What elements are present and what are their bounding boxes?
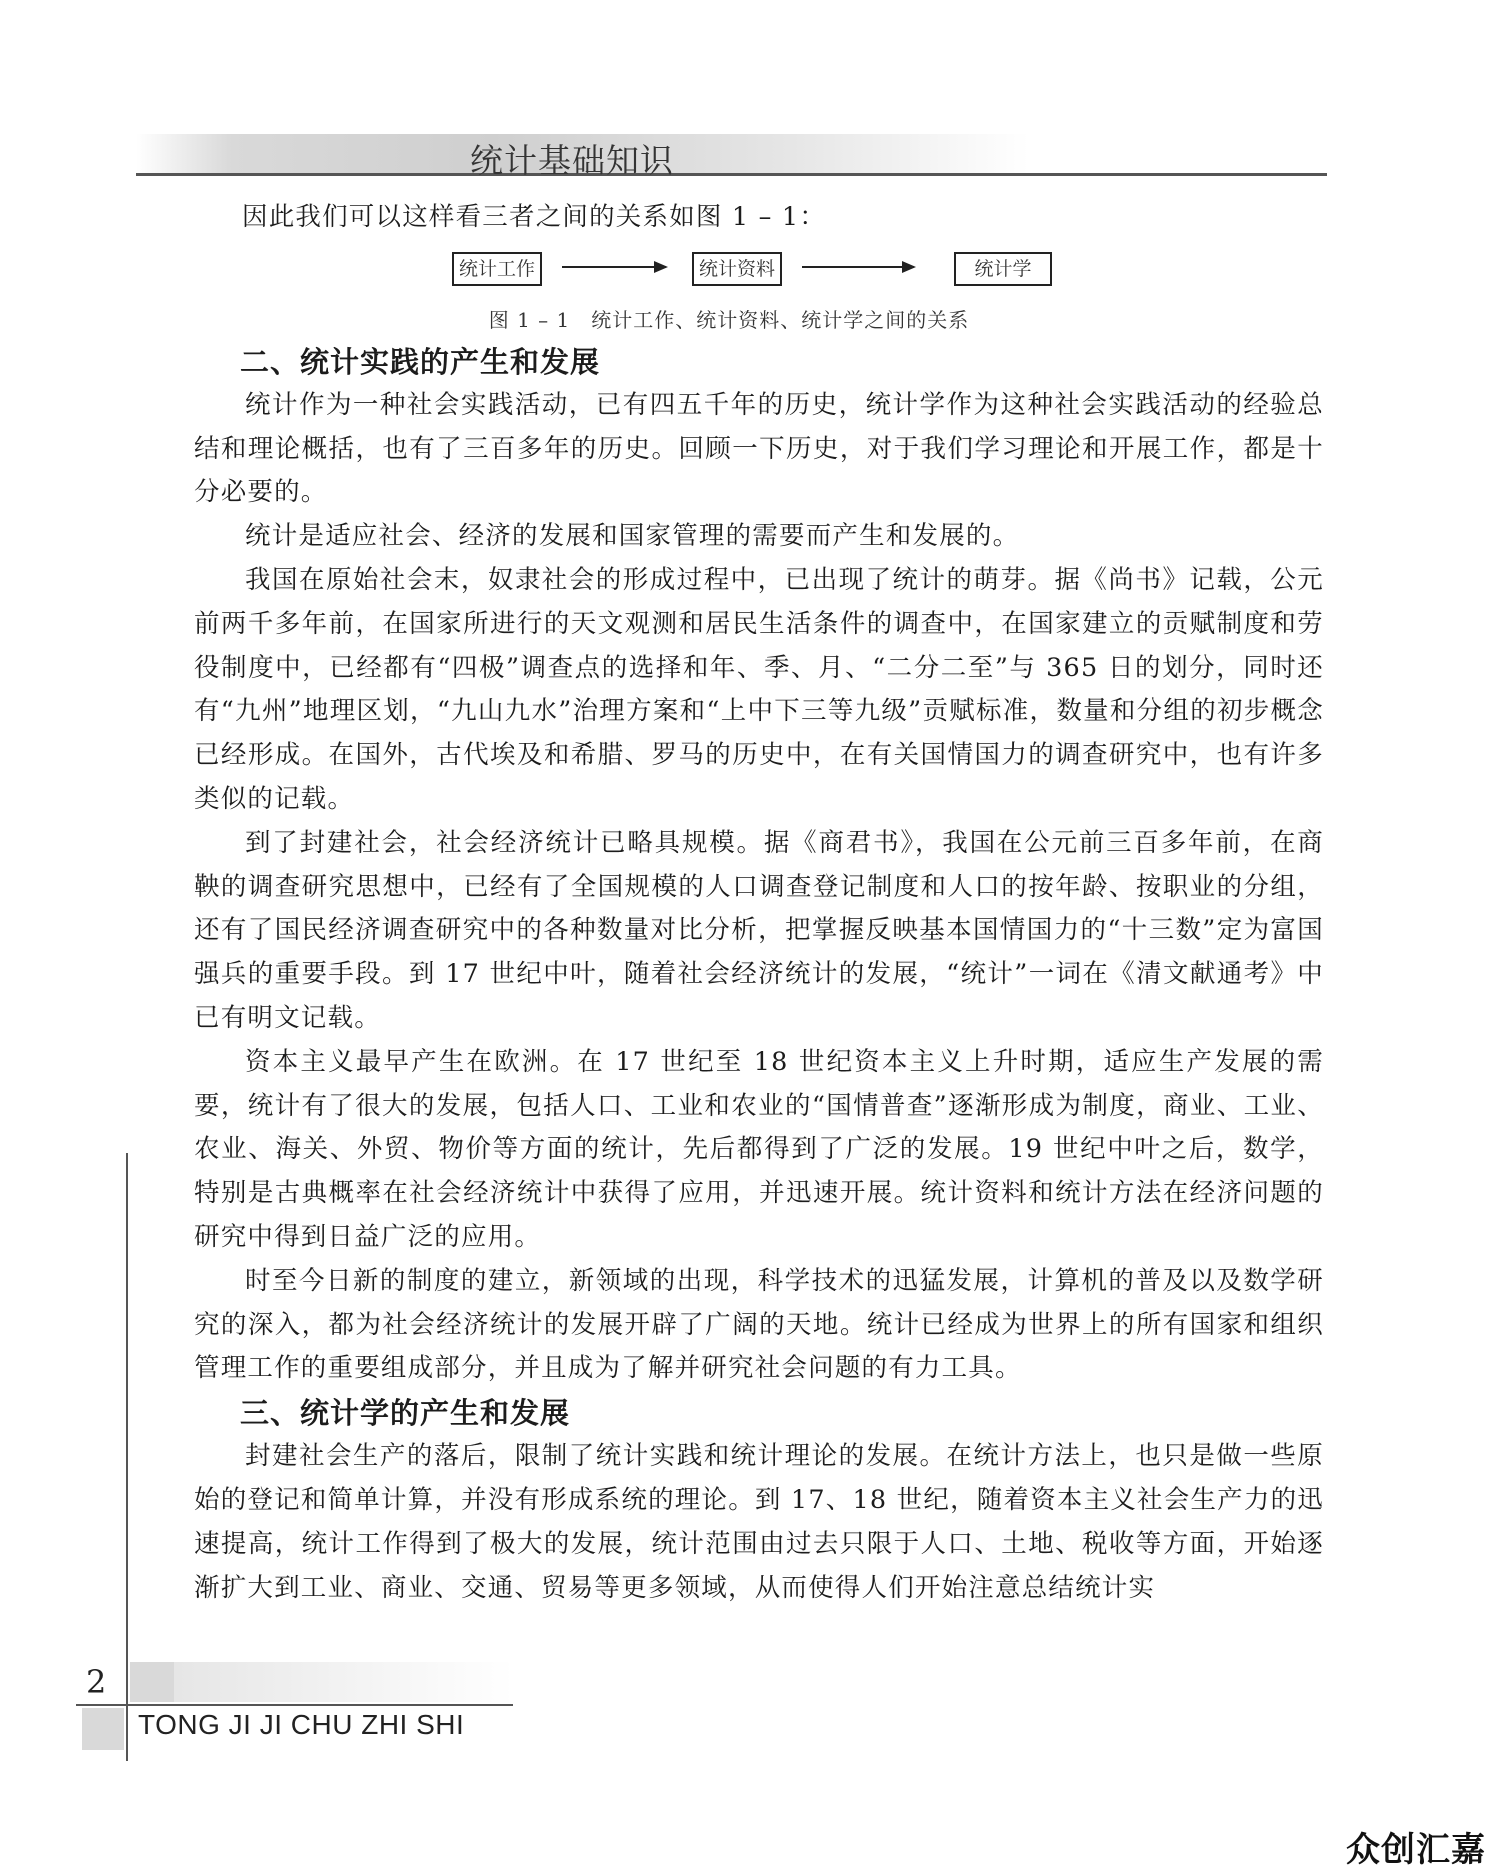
footer-decor-square: [82, 1708, 124, 1750]
arrow-icon: [802, 266, 914, 268]
paragraph: 封建社会生产的落后，限制了统计实践和统计理论的发展。在统计方法上，也只是做一些原始的登记和简单计算，并没有形成系统的理论。到 17、18 世纪，随着资本主义社会生产力的迅速提高，统计工作得到了极大的发展，统计范围由过去只限于人口、土地、税收等方面，开始逐渐扩大到工业、商业、交通、贸易等更多领域，从而使得人们开始注意总结统计实: [194, 1441, 1324, 1603]
arrow-icon: [562, 266, 666, 268]
diagram-box-statistical-work: 统计工作: [452, 252, 542, 286]
section-heading: 三、统计学的产生和发展: [240, 1396, 571, 1431]
page-number: 2: [86, 1663, 107, 1701]
body-text: [194, 196, 1324, 1610]
paragraph: 我国在原始社会末，奴隶社会的形成过程中，已出现了统计的萌芽。据《尚书》记载，公元前两千多年前，在国家所进行的天文观测和居民生活条件的调查中，在国家建立的贡赋制度和劳役制度中，已经都有“四极”调查点的选择和年、季、月、“二分二至”与 365 日的划分，同时还有“九州”地理区划，“九山九水”治理方案和“上中下三等九级”贡赋标准，数量和分组的初步概念已经形成。在国外，古代埃及和希腊、罗马的历史中，在有关国情国力的调查研究中，也有许多类似的记载。: [194, 564, 1324, 814]
header-bar: [136, 134, 1327, 174]
paragraph: 统计是适应社会、经济的发展和国家管理的需要而产生和发展的。: [245, 521, 1020, 552]
running-header-title: 统计基础知识: [470, 141, 674, 180]
relationship-diagram: [194, 246, 1324, 298]
diagram-box-statistical-data: 统计资料: [692, 252, 782, 286]
footer-decor-square: [130, 1662, 174, 1702]
margin-rule: [126, 1153, 128, 1761]
header-rule: [136, 173, 1327, 176]
intro-paragraph: 因此我们可以这样看三者之间的关系如图 1 – 1：: [242, 202, 827, 232]
paragraph: 统计作为一种社会实践活动，已有四五千年的历史，统计学作为这种社会实践活动的经验总结和理论概括，也有了三百多年的历史。回顾一下历史，对于我们学习理论和开展工作，都是十分必要的。: [194, 389, 1324, 508]
figure-caption: 图 1 – 1 统计工作、统计资料、统计学之间的关系: [488, 307, 970, 332]
section-heading: 二、统计实践的产生和发展: [240, 344, 601, 379]
paragraph: 资本主义最早产生在欧洲。在 17 世纪至 18 世纪资本主义上升时期，适应生产发展的需要，统计有了很大的发展，包括人口、工业和农业的“国情普查”逐渐形成为制度，商业、工业、农业、海关、外贸、物价等方面的统计，先后都得到了广泛的发展。19 世纪中叶之后，数学，特别是古典概率在社会经济统计中获得了应用，并迅速开展。统计资料和统计方法在经济问题的研究中得到日益广泛的应用。: [194, 1046, 1324, 1252]
paragraph: 到了封建社会，社会经济统计已略具规模。据《商君书》，我国在公元前三百多年前，在商鞅的调查研究思想中，已经有了全国规模的人口调查登记制度和人口的按年龄、按职业的分组，还有了国民经济调查研究中的各种数量对比分析，把掌握反映基本国情国力的“十三数”定为富国强兵的重要手段。到 17 世纪中叶，随着社会经济统计的发展，“统计”一词在《清文献通考》中已有明文记载。: [194, 827, 1324, 1033]
watermark: 众创汇嘉: [1346, 1830, 1486, 1870]
footer-decor-bar: [174, 1662, 514, 1702]
paragraph: 时至今日新的制度的建立，新领域的出现，科学技术的迅猛发展，计算机的普及以及数学研究的深入，都为社会经济统计的发展开辟了广阔的天地。统计已经成为世界上的所有国家和组织管理工作的重要组成部分，并且成为了解并研究社会问题的有力工具。: [194, 1265, 1324, 1384]
footer-book-title: TONG JI JI CHU ZHI SHI: [138, 1709, 465, 1740]
diagram-box-statistics: 统计学: [954, 252, 1052, 286]
footer-rule: [76, 1704, 513, 1706]
